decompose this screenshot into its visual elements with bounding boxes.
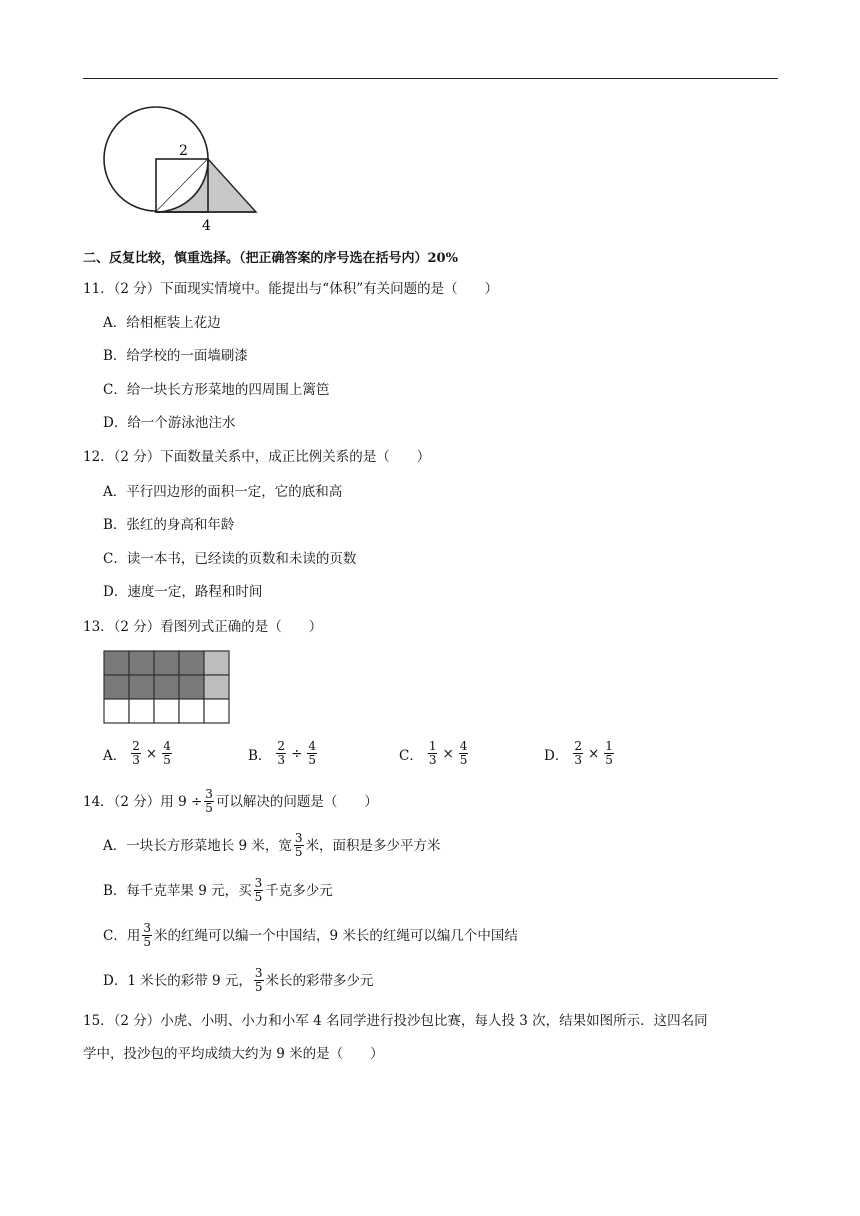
q13-option-c[interactable]: C． $\frac{1}{3}$ × $\frac{4}{5}$ [399, 739, 468, 767]
circle-triangle-figure [98, 100, 268, 234]
q14-option-a[interactable]: A．一块长方形菜地长 9 米，宽 $\frac{3}{5}$ 米，面积是多少平方米 [103, 831, 441, 859]
q12-stem: 12．（2 分）下面数量关系中，成正比例关系的是（ ） [83, 449, 431, 465]
q11-option-d[interactable]: D．给一个游泳池注水 [103, 415, 236, 431]
q14-option-d[interactable]: D．1 米长的彩带 9 元， $\frac{3}{5}$ 米长的彩带多少元 [103, 966, 374, 994]
section-heading: 二、反复比较，慎重选择。（把正确答案的序号选在括号内）20% [83, 251, 458, 266]
q15-stem-line1: 15．（2 分）小虎、小明、小力和小军 4 名同学进行投沙包比赛，每人投 3 次，结果如图所示．这四名同 [83, 1013, 708, 1029]
q14-stem: 14．（2 分）用 9 ÷ $\frac{3}{5}$ 可以解决的问题是（ ） [83, 787, 378, 815]
q12-option-a[interactable]: A．平行四边形的面积一定，它的底和高 [103, 484, 343, 500]
q11-option-c[interactable]: C．给一块长方形菜地的四周围上篱笆 [103, 382, 330, 398]
q14-option-b[interactable]: B．每千克苹果 9 元，买 $\frac{3}{5}$ 千克多少元 [103, 876, 333, 904]
q11-option-b[interactable]: B．给学校的一面墙刷漆 [103, 348, 248, 364]
q11-option-a[interactable]: A．给相框装上花边 [103, 315, 221, 331]
q13-stem: 13．（2 分）看图列式正确的是（ ） [83, 619, 323, 635]
q13-option-a[interactable]: A． $\frac{2}{3}$ × $\frac{4}{5}$ [103, 739, 171, 767]
q13-option-b[interactable]: B． $\frac{2}{3}$ ÷ $\frac{4}{5}$ [248, 739, 317, 767]
q11-stem: 11．（2 分）下面现实情境中。能提出与“体积”有关问题的是（ ） [83, 281, 499, 297]
radius-label: 2 [179, 143, 188, 159]
q14-option-c[interactable]: C．用 $\frac{3}{5}$ 米的红绳可以编一个中国结，9 米长的红绳可以编几个中国结 [103, 921, 518, 949]
fraction-grid-figure [103, 650, 231, 726]
q15-stem-line2: 学中，投沙包的平均成绩大约为 9 米的是（ ） [83, 1046, 384, 1062]
q12-option-d[interactable]: D．速度一定，路程和时间 [103, 584, 263, 600]
header-rule [83, 78, 778, 79]
q12-option-b[interactable]: B．张红的身高和年龄 [103, 517, 235, 533]
q12-option-c[interactable]: C．读一本书，已经读的页数和未读的页数 [103, 551, 357, 567]
q13-option-d[interactable]: D． $\frac{2}{3}$ × $\frac{1}{5}$ [544, 739, 613, 767]
base-label: 4 [202, 218, 211, 234]
